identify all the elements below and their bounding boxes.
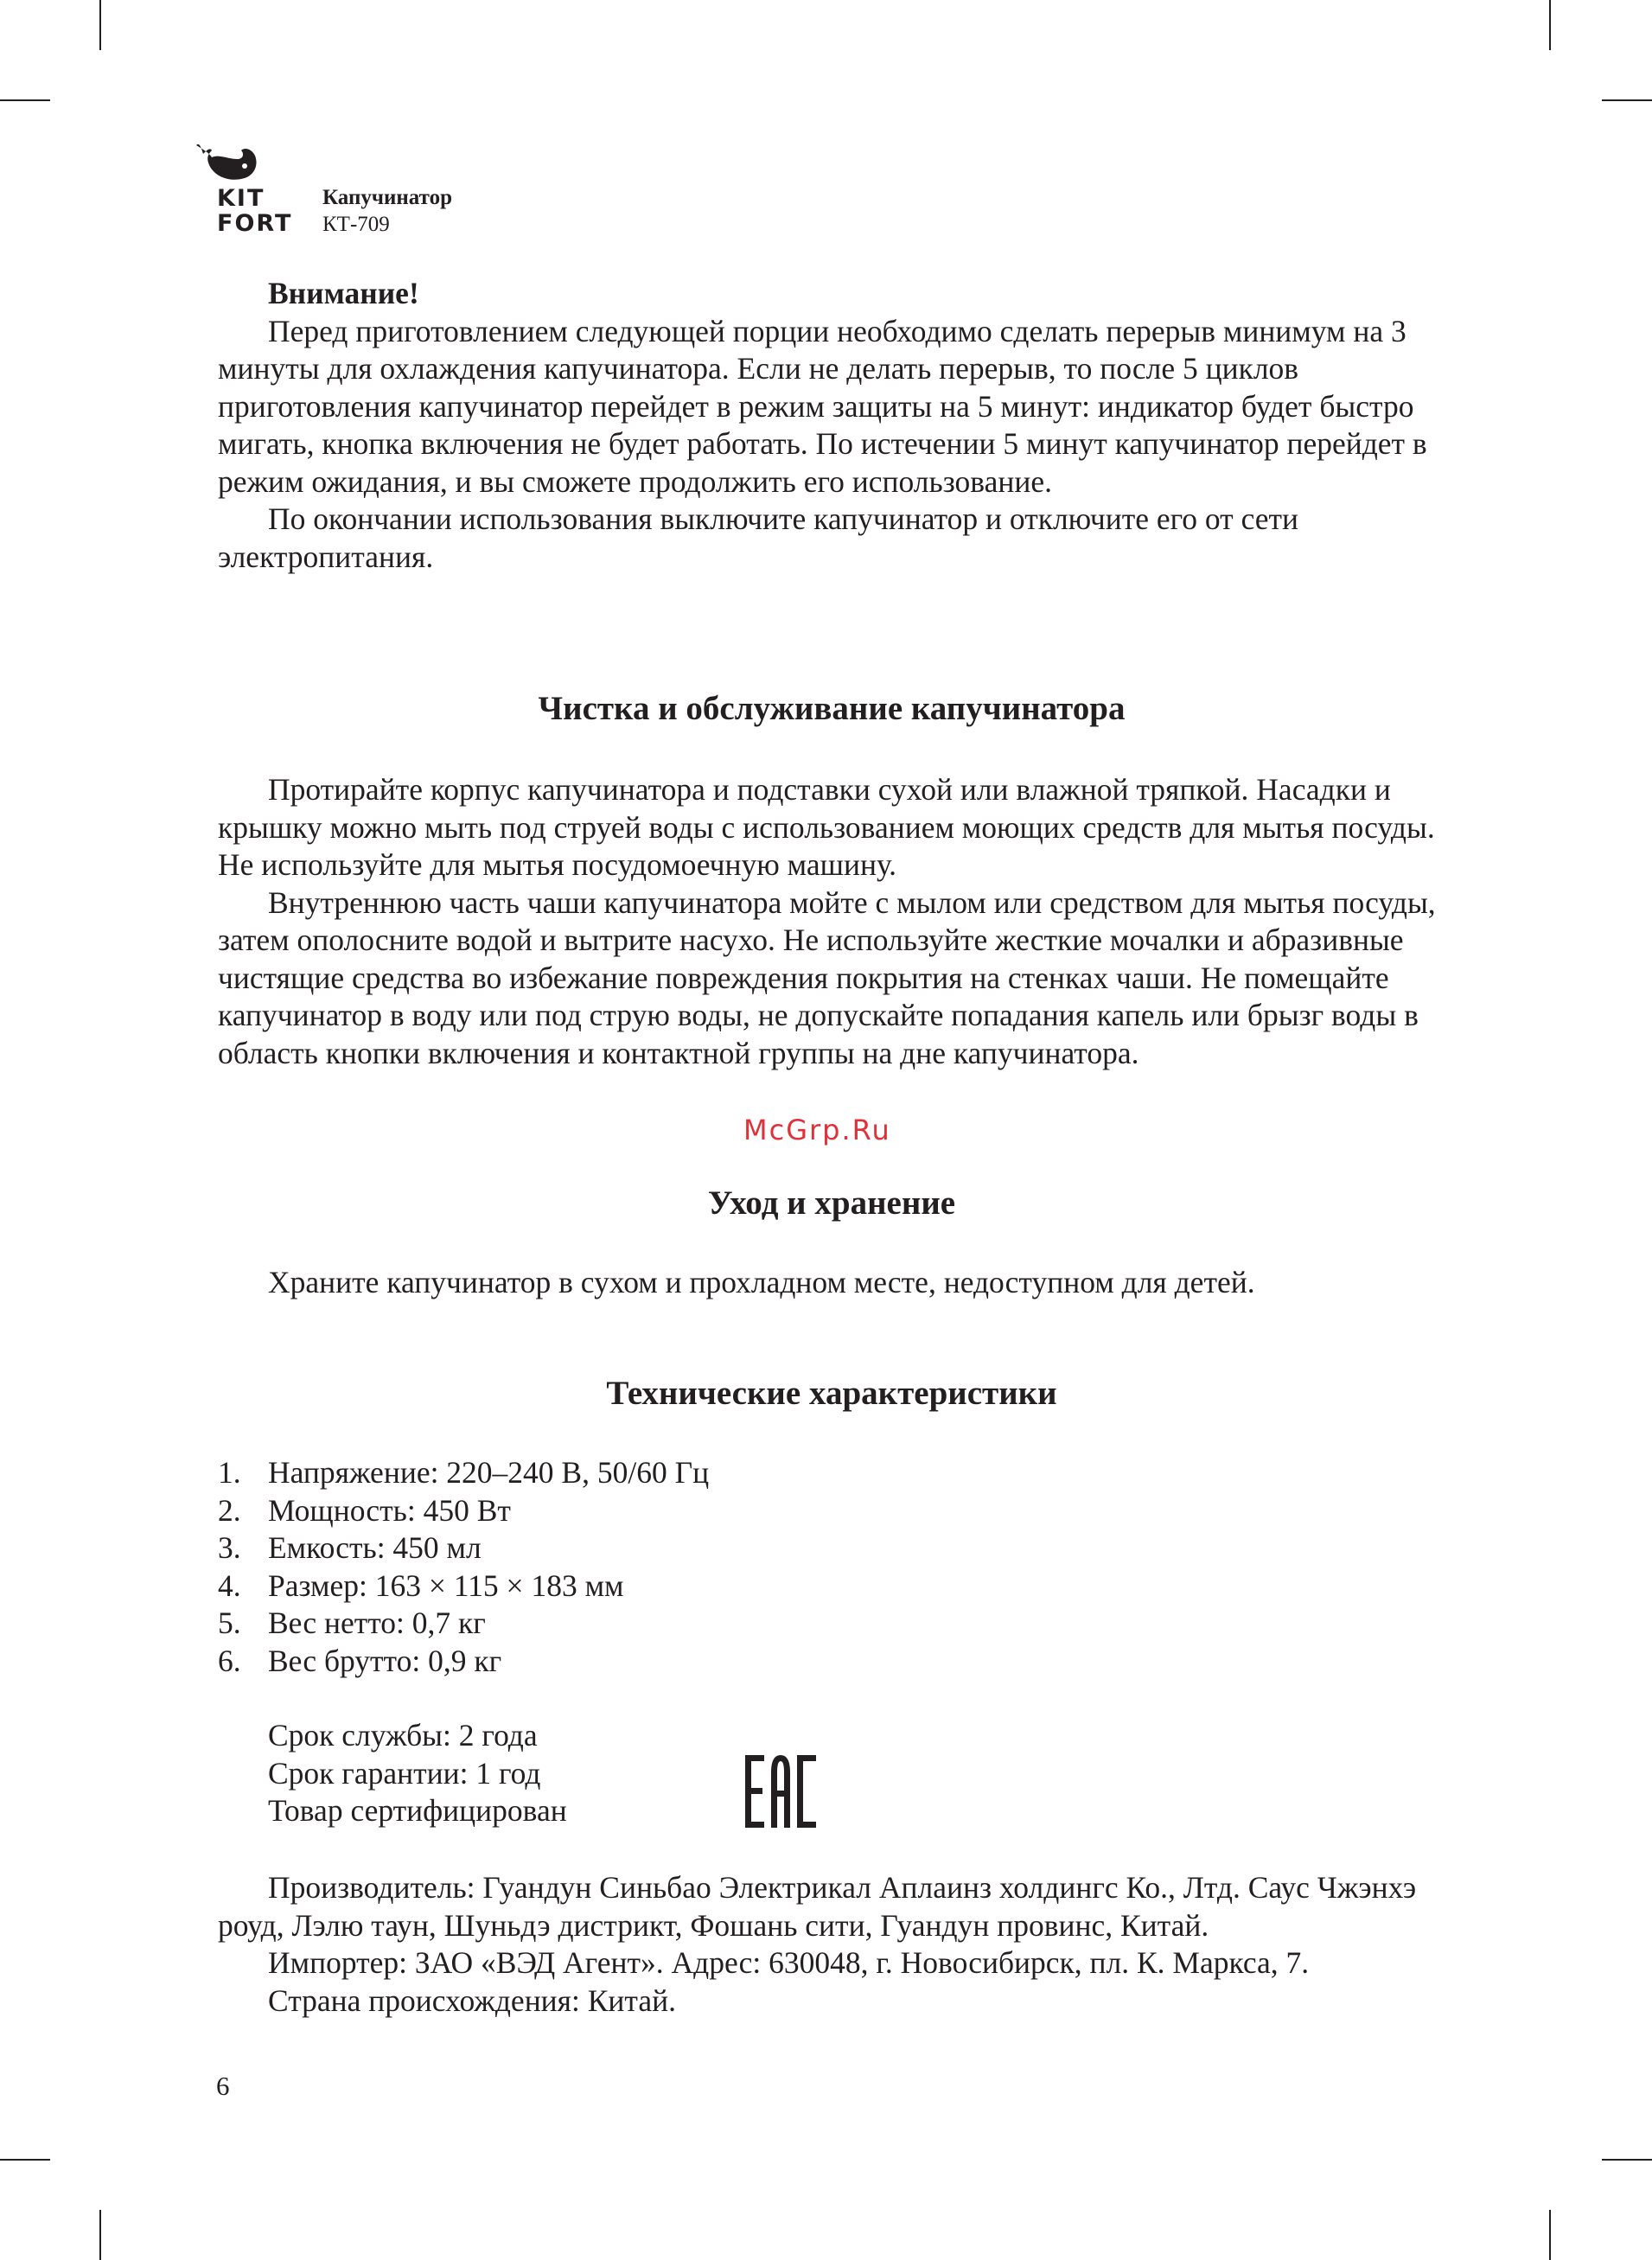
service-info — [218, 1717, 1445, 1830]
spec-text: Размер: 163 × 115 × 183 мм — [268, 1567, 624, 1603]
page-header — [184, 138, 703, 242]
service-life: Срок службы: 2 года — [268, 1718, 538, 1752]
spec-number: 2. — [218, 1492, 241, 1528]
spec-item — [218, 1643, 709, 1681]
whale-icon — [193, 138, 262, 190]
spec-text: Напряжение: 220–240 В, 50/60 Гц — [268, 1455, 710, 1490]
specs-list — [218, 1454, 709, 1680]
eac-certification-mark — [745, 1755, 816, 1828]
spec-item — [218, 1454, 709, 1492]
certified: Товар сертифицирован — [268, 1793, 567, 1828]
attention-section — [218, 275, 1445, 576]
spec-item — [218, 1529, 709, 1567]
crop-mark — [1549, 0, 1551, 50]
cleaning-paragraph: Внутреннюю часть чаши капучинатора мойте с мылом или средством для мытья посуды, затем ополосните водой и вытрите насухо. Не используйте жесткие мочалки и абразивные чистящие средства во избежание повреждения покрытия на стенках чаши. Не помещайте капучинатор в воду или под струю воды, не допускайте попадания капель или брызг воды в область кнопки включения и контактной группы на дне капучинатора. — [218, 884, 1436, 1070]
importer-paragraph: Импортер: ЗАО «ВЭД Агент». Адрес: 630048, г. Новосибирск, пл. К. Маркса, 7. — [268, 1945, 1310, 1980]
product-name: Капучинатор — [322, 186, 452, 209]
crop-mark — [0, 2159, 50, 2161]
spec-number: 4. — [218, 1567, 241, 1603]
crop-mark — [1602, 2159, 1652, 2161]
kitfort-logo — [184, 138, 305, 242]
spec-text: Вес брутто: 0,9 кг — [268, 1643, 502, 1678]
origin-paragraph: Страна происхождения: Китай. — [268, 1982, 677, 2018]
spec-number: 6. — [218, 1643, 241, 1678]
spec-number: 5. — [218, 1606, 241, 1640]
storage-paragraph: Храните капучинатор в сухом и прохладном месте, недоступном для детей. — [268, 1265, 1255, 1299]
page-number: 6 — [216, 2071, 230, 2101]
spec-item — [218, 1492, 709, 1530]
attention-paragraph: По окончании использования выключите капучинатор и отключите его от сети электропитания. — [218, 501, 1299, 574]
spec-number: 1. — [218, 1455, 241, 1490]
spec-item — [218, 1605, 709, 1643]
warranty: Срок гарантии: 1 год — [268, 1755, 541, 1791]
spec-text: Емкость: 450 мл — [268, 1530, 482, 1565]
logo-text-kit: KIT — [217, 185, 265, 212]
section-heading-cleaning: Чистка и обслуживание капучинатора — [538, 690, 1126, 727]
crop-mark — [1602, 99, 1652, 101]
section-heading-specs: Технические характеристики — [606, 1375, 1057, 1412]
attention-paragraph: Перед приготовлением следующей порции необходимо сделать перерыв минимум на 3 минуты для охлаждения капучинатора. Если не делать перерыв, то после 5 циклов приготовления капучинатор перейдет в режим защиты на 5 минут: индикатор будет быстро мигать, кнопка включения не будет работать. По истечении 5 минут капучинатор перейдет в режим ожидания, и вы сможете продолжить его использование. — [218, 313, 1427, 499]
manufacturer-section — [218, 1869, 1445, 2020]
spec-item — [218, 1567, 709, 1606]
crop-mark — [99, 0, 101, 50]
manufacturer-paragraph: Производитель: Гуандун Синьбао Электрикал Аплаинз холдингс Ко., Лтд. Саус Чжэнхэ роуд, Лэлю таун, Шуньдэ дистрикт, Фошань сити, Гуандун провинс, Китай. — [218, 1870, 1417, 1943]
cleaning-paragraph: Протирайте корпус капучинатора и подставки сухой или влажной тряпкой. Насадки и крышку можно мыть под струей воды с использованием моющих средств для мытья посуды. Не используйте для мытья посудомоечную машину. — [218, 772, 1435, 882]
cleaning-section — [218, 771, 1445, 1072]
crop-mark — [1549, 2210, 1551, 2260]
storage-section — [218, 1264, 1445, 1302]
crop-mark — [99, 2210, 101, 2260]
spec-number: 3. — [218, 1530, 241, 1565]
product-model: КТ-709 — [322, 213, 390, 236]
watermark: McGrp.Ru — [743, 1114, 891, 1146]
crop-mark — [0, 99, 50, 101]
logo-text-fort: FORT — [217, 210, 293, 237]
attention-title: Внимание! — [268, 276, 419, 310]
spec-text: Вес нетто: 0,7 кг — [268, 1606, 486, 1640]
section-heading-storage: Уход и хранение — [707, 1184, 956, 1222]
spec-text: Мощность: 450 Вт — [268, 1492, 511, 1528]
